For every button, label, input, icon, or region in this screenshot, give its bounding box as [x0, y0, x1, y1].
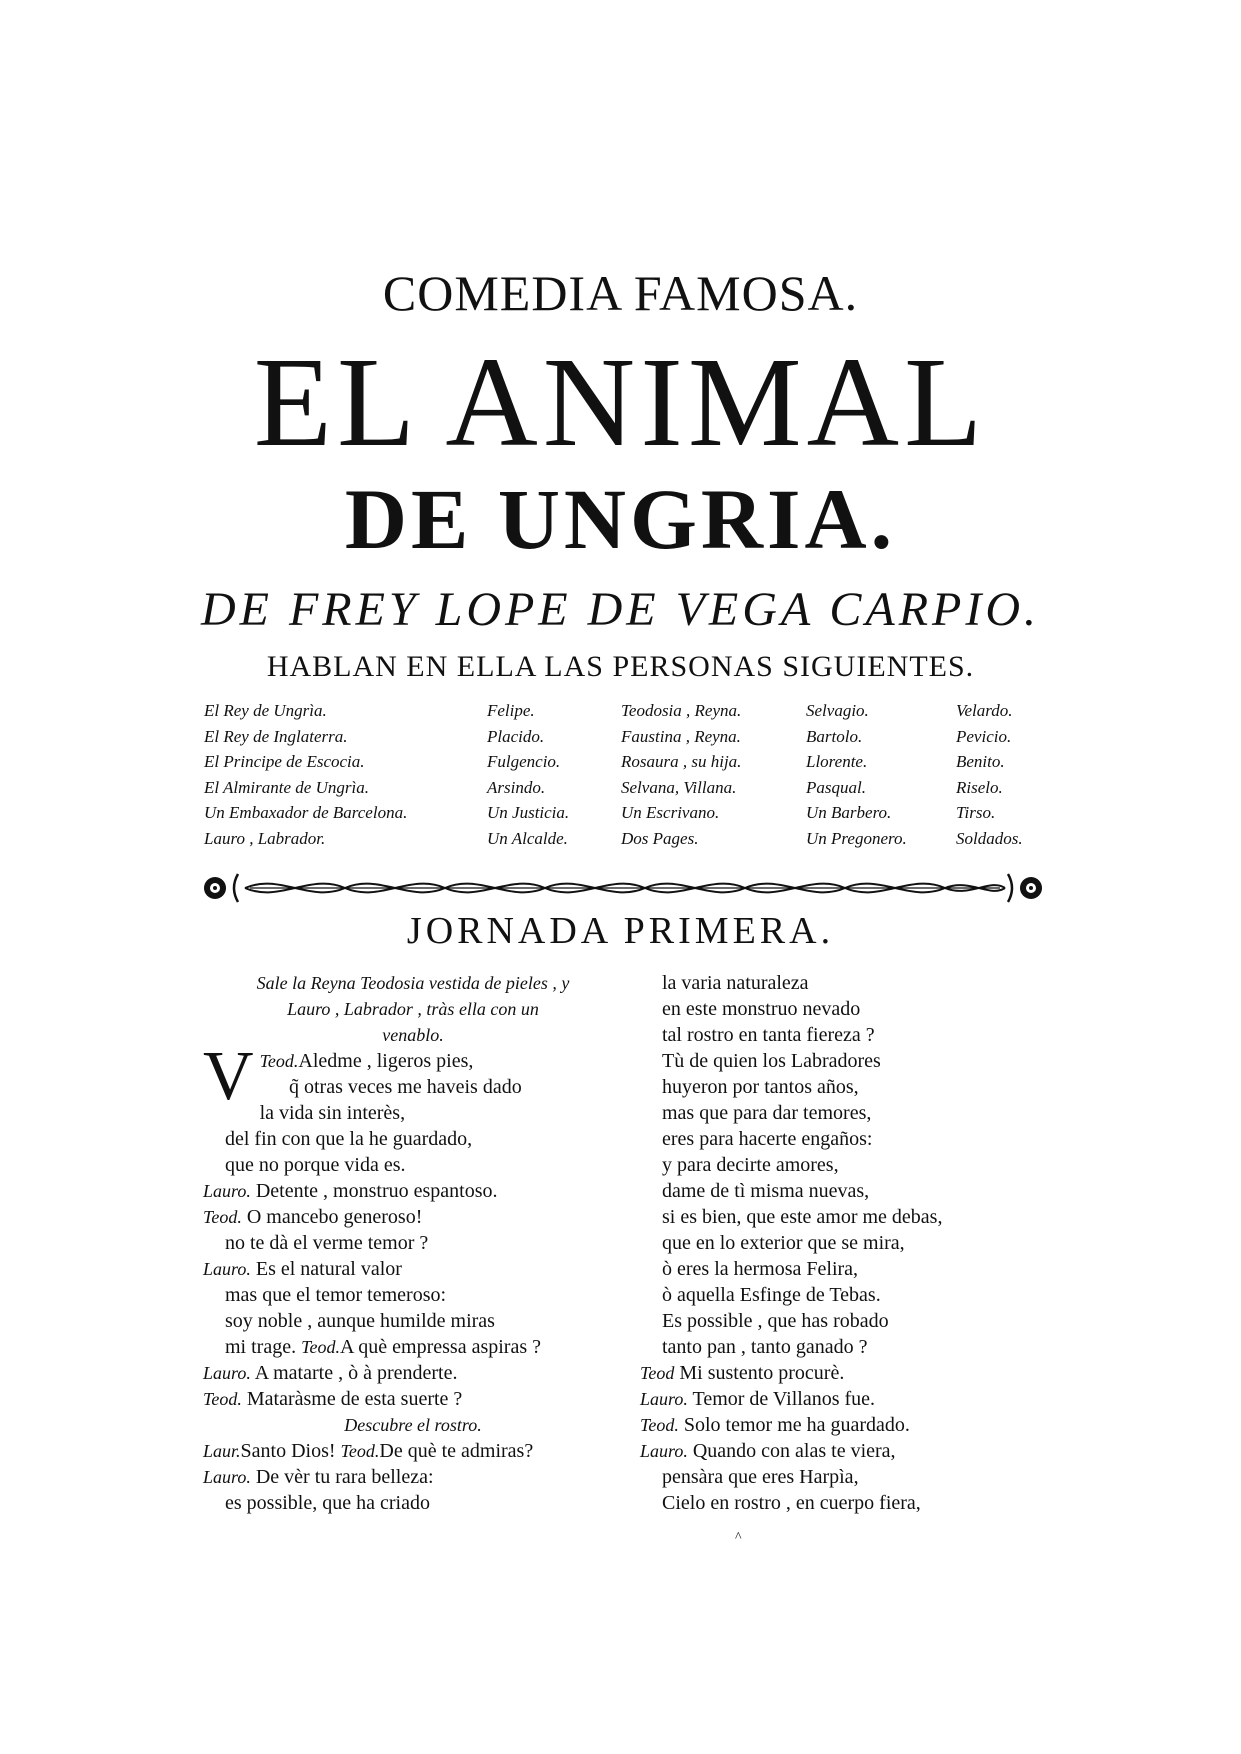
verse-text: De vèr tu rara belleza: [255, 1466, 434, 1488]
verse-text: Aledme , ligeros pies, [298, 1050, 474, 1072]
verse-line: tanto pan , tanto ganado ? [662, 1336, 868, 1358]
verse-line: tal rostro en tanta fiereza ? [662, 1024, 875, 1046]
cast-entry: Pevicio. [956, 726, 1012, 746]
verse-text: Quando con alas te viera, [692, 1440, 896, 1462]
verse-line [203, 1256, 623, 1282]
cast-entry: Soldados. [956, 828, 1023, 848]
verse-line: ò eres la hermosa Felira, [662, 1258, 859, 1280]
speaker-label: Lauro. [640, 1389, 688, 1409]
cast-entry: Felipe. [487, 701, 535, 720]
flower-ornament-icon [204, 877, 226, 899]
verse-line: dame de tì misma nuevas, [662, 1180, 870, 1202]
verse-line: que no porque vida es. [225, 1154, 406, 1176]
cast-entry: Riselo. [956, 777, 1003, 797]
speaker-label: Lauro. [203, 1363, 251, 1383]
cast-entry: Selvana, Villana. [621, 777, 737, 797]
speaker-label: Lauro. [640, 1441, 688, 1461]
drop-cap: V [203, 1038, 254, 1115]
stage-direction: Lauro , Labrador , tràs ella con un [287, 999, 539, 1019]
cast-entry: Teodosia , Reyna. [621, 701, 742, 720]
verse-line: que en lo exterior que se mira, [662, 1232, 905, 1254]
verse-text: mi trage. [225, 1336, 297, 1358]
cast-column-1 [204, 698, 407, 851]
verse-line [640, 1412, 1060, 1438]
cast-entry: Un Embaxador de Barcelona. [204, 803, 408, 822]
verse-line: si es bien, que este amor me debas, [662, 1206, 943, 1228]
cast-entry: Lauro , Labrador. [204, 828, 326, 848]
speaker-label: Teod. [203, 1207, 242, 1227]
verse-text: Detente , monstruo espantoso. [255, 1180, 498, 1202]
cast-column-3 [621, 698, 741, 851]
speaker-label: Teod. [340, 1441, 380, 1461]
cast-entry: Faustina , Reyna. [621, 726, 741, 746]
cast-column-2 [487, 698, 569, 851]
speaker-label: Teod [640, 1363, 675, 1383]
verse-line [203, 1386, 623, 1412]
verse-line [203, 1438, 623, 1464]
verse-line [203, 1178, 623, 1204]
flower-ornament-icon [1020, 877, 1042, 899]
cast-entry: Un Pregonero. [806, 828, 907, 848]
verse-line: huyeron por tantos años, [662, 1076, 859, 1098]
verse-line: eres para hacerte engaños: [662, 1128, 873, 1150]
stage-direction: Sale la Reyna Teodosia vestida de pieles , y [256, 973, 570, 993]
cast-entry: Un Alcalde. [487, 828, 568, 848]
verse-line: soy noble , aunque humilde miras [225, 1310, 495, 1332]
verse-line: en este monstruo nevado [662, 998, 861, 1020]
speaker-label: Teod. [301, 1337, 340, 1357]
verse-line [640, 1386, 1060, 1412]
verse-line [203, 1334, 623, 1360]
verse-text: A matarte , ò à prenderte. [254, 1362, 458, 1384]
verse-text: Mataràsme de esta suerte ? [246, 1388, 463, 1410]
cast-entry: Velardo. [956, 701, 1013, 720]
stage-direction: venablo. [382, 1025, 444, 1045]
cast-entry: Un Justicia. [487, 803, 570, 822]
speaker-label: Teod. [640, 1415, 679, 1435]
cast-column-4 [806, 698, 907, 851]
verse-line: la vida sin interès, [259, 1102, 406, 1124]
comedy-heading: COMEDIA FAMOSA. [382, 265, 859, 321]
cast-entry: Llorente. [806, 752, 868, 771]
play-title-line2: DE UNGRIA. [344, 471, 897, 567]
verse-text: Santo Dios! [240, 1440, 336, 1462]
cast-entry: Placido. [487, 726, 545, 746]
verse-text: Temor de Villanos fue. [692, 1388, 876, 1410]
verse-text: Solo temor me ha guardado. [683, 1414, 910, 1436]
cast-entry: Un Escrivano. [621, 803, 720, 822]
cast-column-5 [956, 698, 1023, 851]
verse-line: q̃ otras veces me haveis dado [289, 1076, 522, 1098]
verse-line: mas que el temor temeroso: [225, 1284, 447, 1306]
cast-entry: Fulgencio. [487, 752, 561, 771]
cast-entry: Benito. [956, 752, 1005, 771]
speaker-label: Laur. [203, 1441, 241, 1461]
speaker-label: Lauro. [203, 1467, 251, 1487]
verse-text: Mi sustento procurè. [679, 1362, 845, 1384]
verse-line: no te dà el verme temor ? [225, 1232, 429, 1254]
cast-entry: Rosaura , su hija. [621, 752, 742, 771]
speaker-label: Lauro. [203, 1259, 251, 1279]
right-text-column [640, 970, 1060, 1516]
verse-line: y para decirte amores, [662, 1154, 839, 1176]
verse-text: Es el natural valor [255, 1258, 402, 1280]
verse-line: es possible, que ha criado [225, 1492, 430, 1514]
verse-line: mas que para dar temores, [662, 1102, 872, 1124]
verse-line [203, 1360, 623, 1386]
verse-line: Cielo en rostro , en cuerpo fiera, [662, 1492, 921, 1514]
speaker-label: Teod. [203, 1389, 242, 1409]
cast-entry: Tirso. [956, 803, 996, 822]
verse-line: Es possible , que has robado [662, 1310, 889, 1332]
verse-line: la varia naturaleza [662, 972, 809, 994]
cast-heading: HABLAN EN ELLA LAS PERSONAS SIGUIENTES. [266, 650, 975, 683]
verse-line: pensàra que eres Harpìa, [662, 1466, 859, 1488]
cast-entry: El Principe de Escocia. [204, 752, 365, 771]
verse-text: O mancebo generoso! [246, 1206, 423, 1228]
verse-line [640, 1438, 1060, 1464]
cast-entry: Un Barbero. [806, 803, 892, 822]
left-text-column [203, 970, 623, 1516]
verse-line: Tù de quien los Labradores [662, 1050, 881, 1072]
act-heading: JORNADA PRIMERA. [406, 910, 835, 952]
cast-entry: El Almirante de Ungrìa. [204, 777, 369, 797]
verse-line [640, 1360, 1060, 1386]
cast-entry: Dos Pages. [621, 828, 699, 848]
author-line: DE FREY LOPE DE VEGA CARPIO. [200, 583, 1040, 636]
verse-text: De què te admiras? [379, 1440, 534, 1462]
cast-entry: El Rey de Ungrìa. [204, 701, 327, 720]
speaker-label: Lauro. [203, 1181, 251, 1201]
verse-line: ò aquella Esfinge de Tebas. [662, 1284, 881, 1306]
verse-text: A què empressa aspiras ? [339, 1336, 541, 1358]
cast-entry: El Rey de Inglaterra. [204, 726, 348, 746]
verse-line [203, 1204, 623, 1230]
cast-entry: Bartolo. [806, 726, 863, 746]
speaker-label: Teod. [259, 1051, 299, 1071]
play-title-line1: EL ANIMAL [253, 331, 988, 473]
verse-line [203, 1464, 623, 1490]
cast-entry: Selvagio. [806, 701, 869, 720]
verse-line: del fin con que la he guardado, [225, 1128, 473, 1150]
catchword-mark: ^ [735, 1530, 742, 1545]
stage-direction: Descubre el rostro. [344, 1415, 482, 1435]
cast-entry: Arsindo. [487, 777, 546, 797]
ornamental-divider [200, 868, 1046, 908]
cast-entry: Pasqual. [806, 777, 866, 797]
